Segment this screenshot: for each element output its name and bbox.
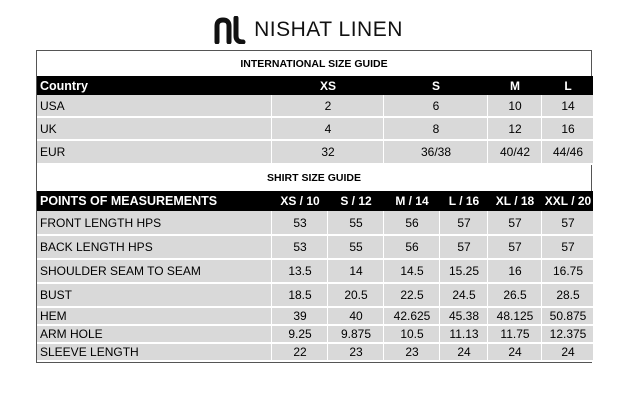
shirt-cell: 13.5 bbox=[271, 259, 327, 283]
shirt-cell: 11.75 bbox=[487, 325, 541, 343]
shirt-cell: 53 bbox=[271, 211, 327, 235]
shirt-cell: 23 bbox=[327, 343, 383, 361]
shirt-cell: 57 bbox=[487, 235, 541, 259]
shirt-cell: 9.875 bbox=[327, 325, 383, 343]
shirt-row bbox=[37, 283, 593, 307]
shirt-cell: 10.5 bbox=[383, 325, 439, 343]
shirt-cell: 56 bbox=[383, 211, 439, 235]
shirt-cell: 23 bbox=[383, 343, 439, 361]
international-cell: 16 bbox=[541, 117, 593, 140]
shirt-cell: 55 bbox=[327, 235, 383, 259]
shirt-cell: 57 bbox=[439, 211, 487, 235]
international-cell: 8 bbox=[383, 117, 487, 140]
international-header-0: Country bbox=[37, 76, 271, 95]
shirt-header-4: L / 16 bbox=[439, 191, 487, 211]
international-cell: 6 bbox=[383, 95, 487, 117]
international-cell: 36/38 bbox=[383, 140, 487, 164]
international-row-label: UK bbox=[37, 117, 271, 140]
shirt-row-label: ARM HOLE bbox=[37, 325, 271, 343]
shirt-cell: 56 bbox=[383, 235, 439, 259]
shirt-cell: 39 bbox=[271, 307, 327, 325]
nishat-logo-icon bbox=[214, 16, 248, 44]
international-cell: 40/42 bbox=[487, 140, 541, 164]
shirt-cell: 16 bbox=[487, 259, 541, 283]
shirt-header-row bbox=[37, 191, 593, 211]
shirt-row bbox=[37, 325, 593, 343]
shirt-cell: 48.125 bbox=[487, 307, 541, 325]
international-header-1: XS bbox=[271, 76, 383, 95]
shirt-cell: 42.625 bbox=[383, 307, 439, 325]
international-header-4: L bbox=[541, 76, 593, 95]
shirt-cell: 24.5 bbox=[439, 283, 487, 307]
shirt-cell: 55 bbox=[327, 211, 383, 235]
international-cell: 12 bbox=[487, 117, 541, 140]
shirt-cell: 15.25 bbox=[439, 259, 487, 283]
international-header-row bbox=[37, 76, 593, 95]
shirt-cell: 14 bbox=[327, 259, 383, 283]
shirt-cell: 57 bbox=[541, 235, 593, 259]
international-size-guide-title: INTERNATIONAL SIZE GUIDE bbox=[240, 57, 388, 70]
shirt-row-label: SLEEVE LENGTH bbox=[37, 343, 271, 361]
brand-header bbox=[0, 14, 617, 46]
shirt-header-0: POINTS OF MEASUREMENTS bbox=[37, 191, 271, 211]
shirt-header-3: M / 14 bbox=[383, 191, 439, 211]
size-guide-sheet bbox=[36, 50, 592, 363]
shirt-cell: 22 bbox=[271, 343, 327, 361]
international-row-label: EUR bbox=[37, 140, 271, 164]
shirt-cell: 57 bbox=[487, 211, 541, 235]
international-size-table bbox=[37, 76, 594, 165]
shirt-cell: 18.5 bbox=[271, 283, 327, 307]
shirt-cell: 20.5 bbox=[327, 283, 383, 307]
international-cell: 44/46 bbox=[541, 140, 593, 164]
shirt-row-label: HEM bbox=[37, 307, 271, 325]
shirt-cell: 14.5 bbox=[383, 259, 439, 283]
international-row bbox=[37, 117, 593, 140]
shirt-header-1: XS / 10 bbox=[271, 191, 327, 211]
shirt-row bbox=[37, 343, 593, 361]
international-cell: 32 bbox=[271, 140, 383, 164]
international-row bbox=[37, 95, 593, 117]
shirt-cell: 12.375 bbox=[541, 325, 593, 343]
shirt-cell: 24 bbox=[487, 343, 541, 361]
international-cell: 14 bbox=[541, 95, 593, 117]
international-header-3: M bbox=[487, 76, 541, 95]
shirt-cell: 26.5 bbox=[487, 283, 541, 307]
shirt-row-label: BUST bbox=[37, 283, 271, 307]
international-row-label: USA bbox=[37, 95, 271, 117]
international-cell: 10 bbox=[487, 95, 541, 117]
shirt-cell: 22.5 bbox=[383, 283, 439, 307]
shirt-size-guide-title: SHIRT SIZE GUIDE bbox=[267, 172, 361, 184]
shirt-cell: 40 bbox=[327, 307, 383, 325]
shirt-header-5: XL / 18 bbox=[487, 191, 541, 211]
shirt-cell: 57 bbox=[541, 211, 593, 235]
shirt-row-label: BACK LENGTH HPS bbox=[37, 235, 271, 259]
international-cell: 2 bbox=[271, 95, 383, 117]
international-row bbox=[37, 140, 593, 164]
shirt-header-2: S / 12 bbox=[327, 191, 383, 211]
shirt-cell: 45.38 bbox=[439, 307, 487, 325]
international-cell: 4 bbox=[271, 117, 383, 140]
shirt-cell: 28.5 bbox=[541, 283, 593, 307]
shirt-row-label: SHOULDER SEAM TO SEAM bbox=[37, 259, 271, 283]
shirt-row-label: FRONT LENGTH HPS bbox=[37, 211, 271, 235]
shirt-cell: 16.75 bbox=[541, 259, 593, 283]
shirt-cell: 53 bbox=[271, 235, 327, 259]
brand-name: NISHAT LINEN bbox=[254, 18, 403, 41]
shirt-cell: 50.875 bbox=[541, 307, 593, 325]
shirt-cell: 57 bbox=[439, 235, 487, 259]
shirt-row bbox=[37, 307, 593, 325]
shirt-header-6: XXL / 20 bbox=[541, 191, 593, 211]
shirt-row bbox=[37, 211, 593, 235]
shirt-cell: 24 bbox=[541, 343, 593, 361]
shirt-row bbox=[37, 235, 593, 259]
shirt-cell: 11.13 bbox=[439, 325, 487, 343]
shirt-size-table bbox=[37, 191, 594, 362]
international-header-2: S bbox=[383, 76, 487, 95]
shirt-cell: 9.25 bbox=[271, 325, 327, 343]
shirt-cell: 24 bbox=[439, 343, 487, 361]
shirt-row bbox=[37, 259, 593, 283]
